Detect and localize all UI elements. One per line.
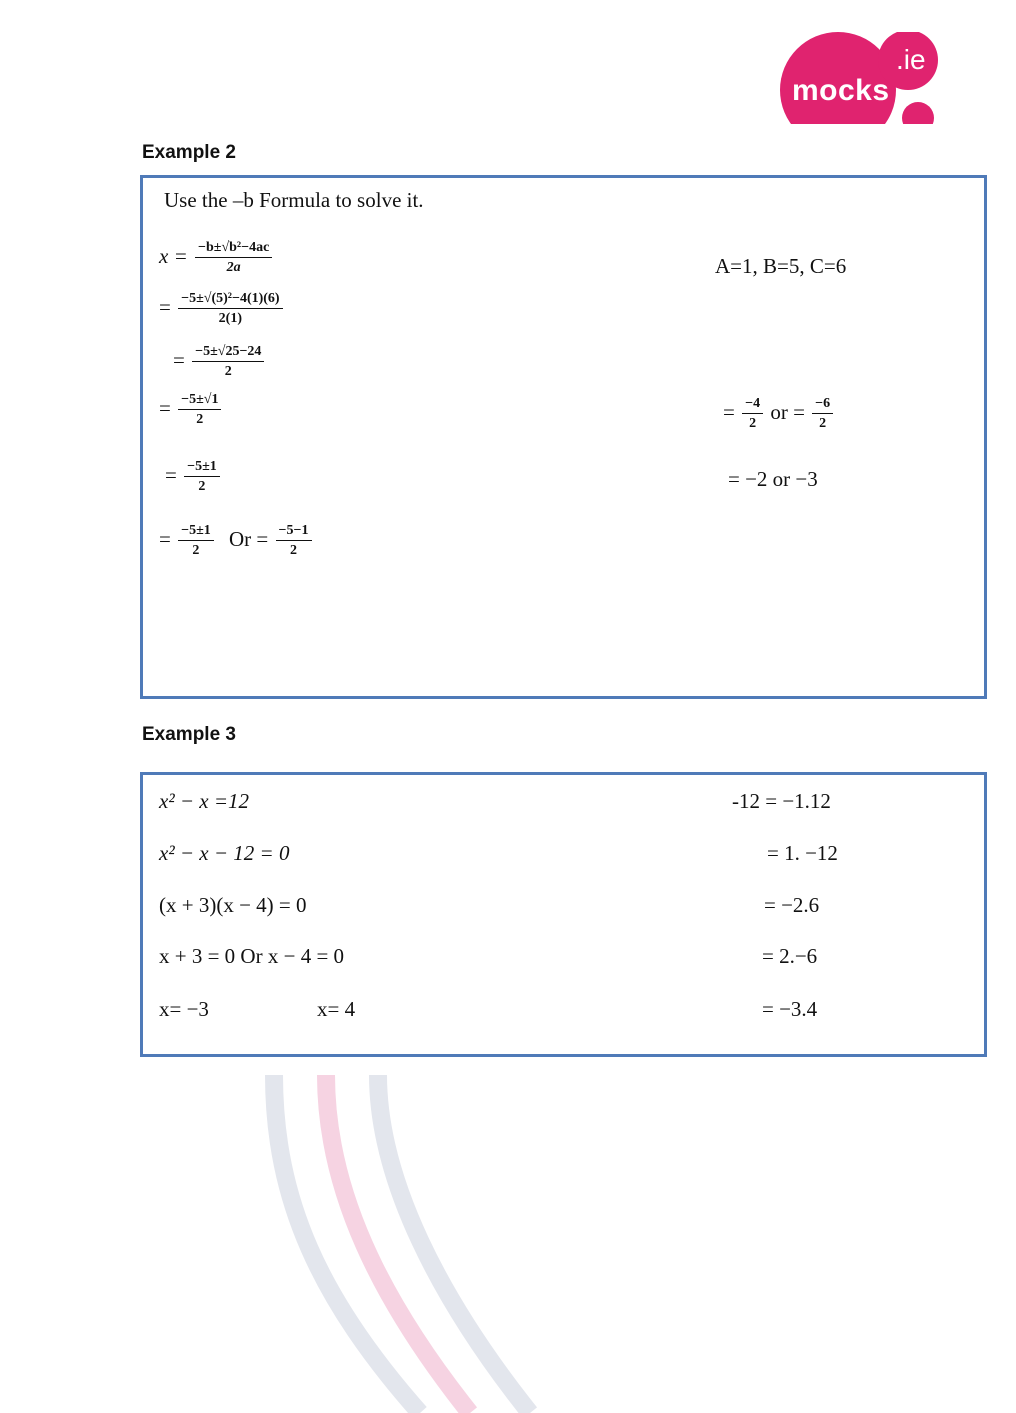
right-step-1-mid: or = bbox=[770, 399, 805, 424]
formula-fraction bbox=[195, 240, 272, 276]
step-3-prefix: = bbox=[159, 395, 171, 420]
right-step-1-num-a: −4 bbox=[742, 396, 763, 414]
step-3 bbox=[159, 392, 223, 428]
step-2-prefix: = bbox=[173, 347, 185, 372]
step-4-num: −5±1 bbox=[184, 459, 220, 477]
ex3-left-line-5b: x= 4 bbox=[317, 997, 356, 1021]
formula-numerator: −b±√b²−4ac bbox=[195, 240, 272, 258]
step-5-mid: Or = bbox=[229, 526, 269, 551]
right-step-1-prefix: = bbox=[723, 399, 735, 424]
ex3-right-line-5: = −3.4 bbox=[762, 997, 818, 1021]
step-5 bbox=[159, 523, 314, 559]
formula-lhs: x = bbox=[159, 243, 188, 268]
step-1 bbox=[159, 291, 285, 327]
step-3-fraction bbox=[178, 392, 221, 428]
step-5-den-a: 2 bbox=[192, 543, 200, 558]
step-4-den: 2 bbox=[198, 479, 206, 494]
intro-text: Use the –b Formula to solve it. bbox=[164, 188, 424, 212]
right-step-1 bbox=[723, 396, 835, 432]
step-5-frac-a bbox=[178, 523, 214, 559]
ex3-right-line-3: = −2.6 bbox=[764, 893, 820, 917]
formula-line bbox=[159, 240, 274, 276]
step-1-den: 2(1) bbox=[218, 311, 242, 326]
mocks-logo bbox=[778, 32, 948, 124]
step-5-frac-b bbox=[276, 523, 312, 559]
logo-word: mocks bbox=[792, 74, 890, 107]
ex3-left-line-4: x + 3 = 0 Or x − 4 = 0 bbox=[159, 944, 345, 968]
ex3-right-line-4: = 2.−6 bbox=[762, 944, 818, 968]
ex3-left-line-3: (x + 3)(x − 4) = 0 bbox=[159, 893, 307, 917]
ex3-left-line-2: x² − x − 12 = 0 bbox=[159, 841, 290, 865]
step-5-den-b: 2 bbox=[290, 543, 298, 558]
step-3-den: 2 bbox=[196, 412, 204, 427]
step-4 bbox=[165, 459, 222, 495]
example-2-heading: Example 2 bbox=[142, 142, 236, 163]
step-3-num: −5±√1 bbox=[178, 392, 221, 410]
right-step-1-frac-a bbox=[742, 396, 763, 432]
step-2 bbox=[173, 344, 266, 380]
step-4-fraction bbox=[184, 459, 220, 495]
step-2-den: 2 bbox=[224, 364, 232, 379]
logo-suffix: .ie bbox=[896, 44, 926, 75]
ex3-left-line-1: x² − x =12 bbox=[159, 789, 250, 813]
step-1-prefix: = bbox=[159, 294, 171, 319]
step-1-num: −5±√(5)²−4(1)(6) bbox=[178, 291, 283, 309]
step-1-fraction bbox=[178, 291, 283, 327]
step-4-prefix: = bbox=[165, 462, 177, 487]
example-3-box bbox=[140, 772, 987, 1057]
right-step-1-den-b: 2 bbox=[819, 416, 827, 431]
step-2-fraction bbox=[192, 344, 264, 380]
step-5-prefix: = bbox=[159, 526, 171, 551]
watermark-swoosh bbox=[0, 1060, 600, 1413]
coefficients: A=1, B=5, C=6 bbox=[715, 254, 847, 278]
example-2-box bbox=[140, 175, 987, 699]
ex3-right-line-1: -12 = −1.12 bbox=[732, 789, 831, 813]
example-3-heading: Example 3 bbox=[142, 724, 236, 745]
ex3-right-line-2: = 1. −12 bbox=[767, 841, 838, 865]
ex3-left-line-5: x= −3 bbox=[159, 997, 209, 1021]
step-5-num-a: −5±1 bbox=[178, 523, 214, 541]
formula-denominator: 2a bbox=[226, 260, 241, 275]
step-2-num: −5±√25−24 bbox=[192, 344, 264, 362]
right-step-1-den-a: 2 bbox=[749, 416, 757, 431]
right-step-1-frac-b bbox=[812, 396, 833, 432]
step-5-num-b: −5−1 bbox=[276, 523, 312, 541]
right-step-2: = −2 or −3 bbox=[728, 467, 818, 491]
right-step-1-num-b: −6 bbox=[812, 396, 833, 414]
